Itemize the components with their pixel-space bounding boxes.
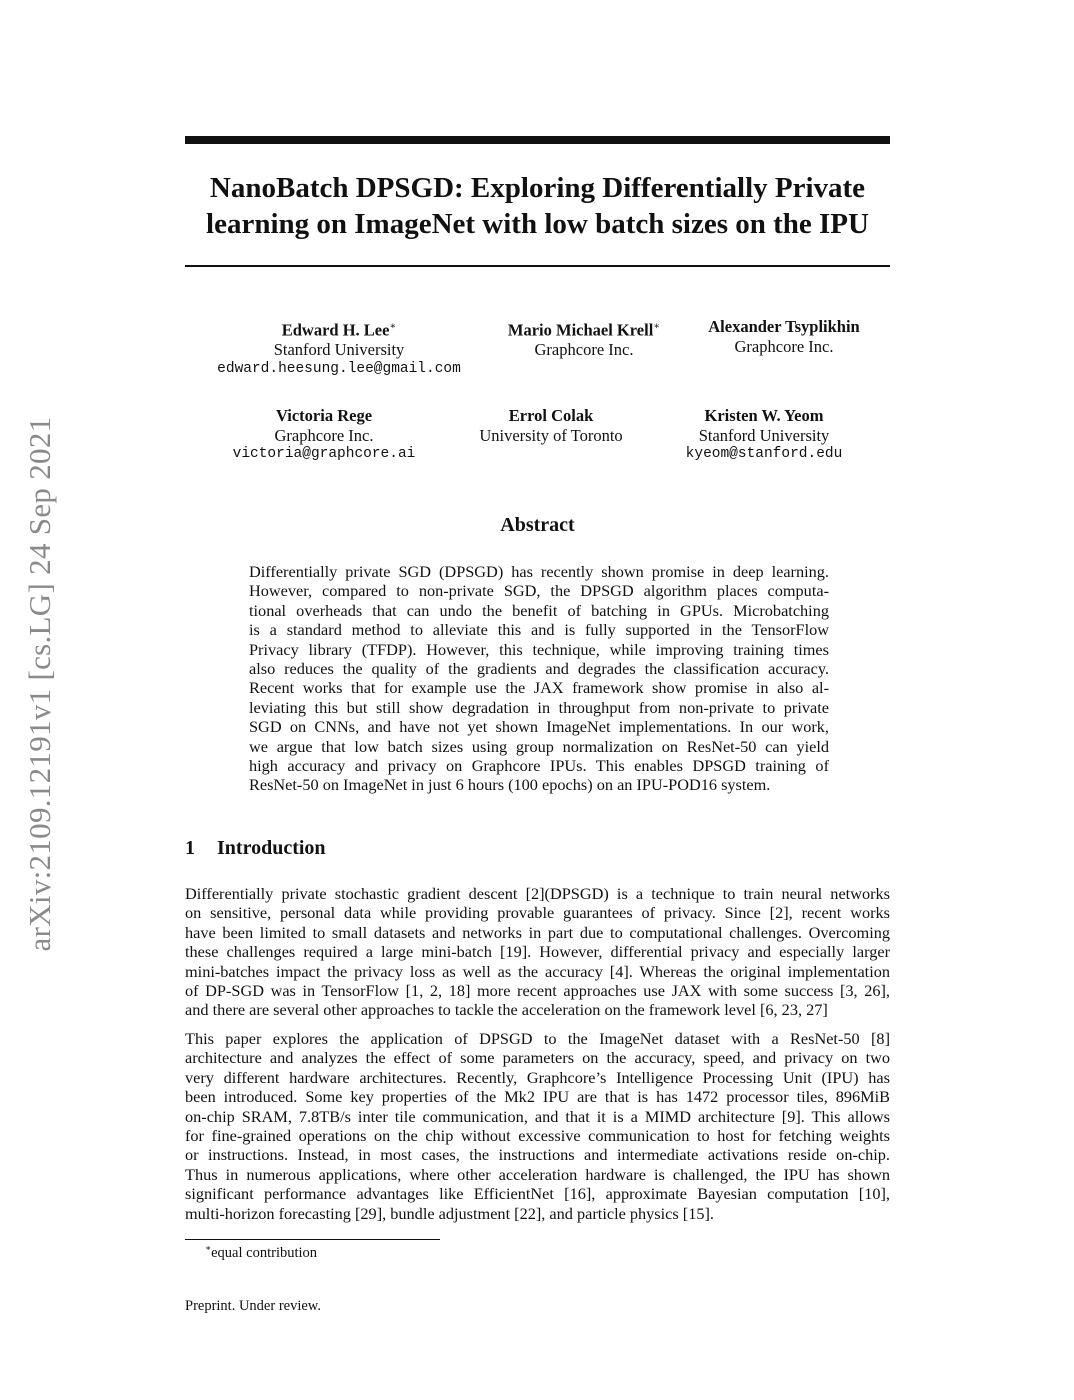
paragraph-line: Thus in numerous applications, where other acceleration hardware is challenged, the IPU has shown (185, 1164, 890, 1184)
section-heading (185, 837, 326, 860)
author-name: Victoria Rege (275, 406, 373, 425)
author-affiliation: Graphcore Inc. (534, 340, 634, 359)
author-block (203, 317, 475, 379)
paper-title (185, 170, 890, 242)
abstract-line: is a standard method to alleviate this and is fully supported in the TensorFlow (249, 620, 829, 640)
paragraph-line: of DP-SGD was in TensorFlow [1, 2, 18] more recent approaches use JAX with some success [3, 26], (185, 981, 890, 1001)
abstract-body (249, 562, 829, 795)
abstract-line: Privacy library (TFDP). However, this technique, while improving training times (249, 639, 829, 659)
abstract-line: ResNet-50 on ImageNet in just 6 hours (100 epochs) on an IPU-POD16 system. (249, 775, 771, 795)
author-name: Mario Michael Krell (507, 320, 654, 340)
author-block (694, 317, 874, 356)
author-name: Edward H. Lee (281, 320, 390, 340)
section-title: Introduction (217, 837, 326, 859)
author-email: victoria@graphcore.ai (232, 446, 416, 462)
footnote-rule (185, 1239, 440, 1240)
author-block (461, 406, 641, 445)
author-name: Alexander Tsyplikhin (708, 317, 860, 336)
section-number: 1 (185, 837, 195, 859)
paragraph-line: mini-batches impact the privacy loss as well as the accuracy [4]. Whereas the original implementation (185, 961, 890, 981)
abstract-line: leviating this but still show degradation in throughput from non-private to private (249, 697, 829, 717)
author-name: Kristen W. Yeom (704, 406, 824, 425)
author-affiliation: Graphcore Inc. (274, 425, 374, 445)
abstract-line: Recent works that for example use the JAX framework show promise in also al- (249, 678, 829, 698)
paragraph-line: on sensitive, personal data while providing provable guarantees of privacy. Since [2], recent works (185, 903, 890, 923)
author-affiliation: Graphcore Inc. (734, 336, 834, 356)
abstract-line: also reduces the quality of the gradients and degrades the classification accuracy. (249, 659, 829, 679)
abstract-line: However, compared to non-private SGD, the DPSGD algorithm places computa- (249, 581, 829, 601)
author-email: edward.heesung.lee@gmail.com (217, 360, 461, 377)
title-line: NanoBatch DPSGD: Exploring Differentially Private (209, 172, 866, 204)
body-paragraph (185, 884, 890, 1020)
abstract-line: tional overheads that can undo the benefit of batching in GPUs. Microbatching (249, 600, 829, 620)
abstract-line: Differentially private SGD (DPSGD) has recently shown promise in deep learning. (249, 562, 829, 581)
footnote-mark: ∗ (205, 1243, 212, 1253)
author-affiliation: University of Toronto (479, 425, 623, 445)
author-block (214, 406, 434, 465)
equal-contribution-mark: ∗ (389, 321, 397, 332)
paragraph-line: very different hardware architectures. Recently, Graphcore’s Intelligence Processing Unit (IPU) has (185, 1067, 890, 1087)
paragraph-line: these challenges required a large mini-batch [19]. However, differential privacy and especially larger (185, 942, 890, 962)
abstract-line: SGD on CNNs, and have not yet shown ImageNet implementations. In our work, (249, 717, 829, 737)
abstract-line: high accuracy and privacy on Graphcore IPUs. This enables DPSGD training of (249, 756, 829, 776)
author-email: kyeom@stanford.edu (685, 446, 843, 462)
abstract-line: we argue that low batch sizes using group normalization on ResNet-50 can yield (249, 736, 829, 756)
author-name: Errol Colak (508, 406, 594, 425)
author-block (484, 317, 684, 360)
paragraph-line: Differentially private stochastic gradient descent [2](DPSGD) is a technique to train neural networks (185, 884, 890, 903)
preprint-note: Preprint. Under review. (185, 1298, 321, 1314)
paragraph-line: have been limited to small datasets and networks in part due to computational challenges. Overcoming (185, 922, 890, 942)
paragraph-line: multi-horizon forecasting [29], bundle adjustment [22], and particle physics [15]. (185, 1203, 714, 1223)
paragraph-line: or instructions. Instead, in most cases, the instructions and intermediate activations reside on-chip. (185, 1145, 890, 1165)
footnote (205, 1243, 317, 1262)
footnote-text: equal contribution (211, 1244, 318, 1261)
author-block (669, 406, 859, 465)
title-line: learning on ImageNet with low batch sizes on the IPU (206, 208, 869, 240)
title-top-rule (185, 136, 890, 144)
equal-contribution-mark: ∗ (653, 321, 661, 332)
arxiv-identifier-stamp: arXiv:2109.12191v1 [cs.LG] 24 Sep 2021 (22, 416, 57, 952)
body-paragraph (185, 1029, 890, 1223)
author-affiliation: Stanford University (698, 425, 830, 445)
paragraph-line: been introduced. Some key properties of the Mk2 IPU are that is has 1472 processor tiles, 896MiB (185, 1087, 890, 1107)
paragraph-line: This paper explores the application of DPSGD to the ImageNet dataset with a ResNet-50 [8] (185, 1029, 890, 1048)
paragraph-line: and there are several other approaches to tackle the acceleration on the framework level [6, 23, 27] (185, 1000, 828, 1020)
author-affiliation: Stanford University (273, 340, 405, 359)
title-bottom-rule (185, 265, 890, 267)
paragraph-line: architecture and analyzes the effect of some parameters on the accuracy, speed, and privacy on two (185, 1048, 890, 1068)
paragraph-line: on-chip SRAM, 7.8TB/s inter tile communication, and that it is a MIMD architecture [9]. This allows (185, 1106, 890, 1126)
paragraph-line: for fine-grained operations on the chip without excessive communication to host for fetching weights (185, 1126, 890, 1146)
abstract-heading: Abstract (500, 514, 575, 536)
paragraph-line: significant performance advantages like EfficientNet [16], approximate Bayesian computation [10], (185, 1184, 890, 1204)
